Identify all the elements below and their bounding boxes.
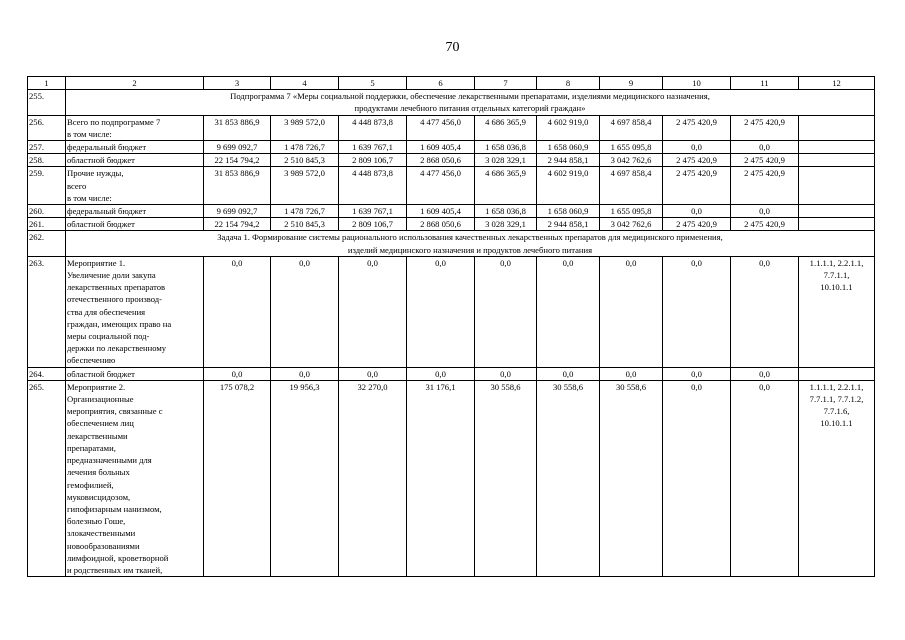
row-label-line: препаратами, <box>67 442 116 453</box>
section-title <box>66 90 875 115</box>
indicator-code-line: 7.7.1.6, <box>823 406 850 417</box>
row-label-line: меры социальной под- <box>67 331 150 342</box>
row-number: 265. <box>28 380 66 576</box>
row-label-line: Прочие нужды, <box>67 168 124 179</box>
value-cell: 9 699 092,7 <box>204 141 271 154</box>
row-label <box>66 380 204 576</box>
value-cell: 2 944 858,1 <box>537 154 600 167</box>
value-cell: 2 809 106,7 <box>339 154 407 167</box>
value-cell: 22 154 794,2 <box>204 154 271 167</box>
row-label-line: Увеличение доли закупа <box>67 270 156 281</box>
value-cell: 4 602 919,0 <box>537 115 600 140</box>
indicator-codes <box>799 167 875 205</box>
value-cell: 1 609 405,4 <box>407 141 475 154</box>
row-label <box>66 205 204 218</box>
table-row <box>28 205 875 218</box>
value-cell: 0,0 <box>731 367 799 380</box>
table-row <box>28 141 875 154</box>
row-label-line: федеральный бюджет <box>67 206 147 217</box>
value-cell: 0,0 <box>339 256 407 367</box>
column-header: 7 <box>475 77 537 90</box>
value-cell: 1 609 405,4 <box>407 205 475 218</box>
table-row <box>28 256 875 367</box>
value-cell: 31 853 886,9 <box>204 167 271 205</box>
row-number: 263. <box>28 256 66 367</box>
indicator-codes <box>799 256 875 367</box>
table-row <box>28 115 875 140</box>
value-cell: 0,0 <box>600 256 663 367</box>
row-label <box>66 367 204 380</box>
section-title <box>66 231 875 256</box>
value-cell: 30 558,6 <box>537 380 600 576</box>
value-cell: 175 078,2 <box>204 380 271 576</box>
value-cell: 1 478 726,7 <box>271 141 339 154</box>
indicator-code-line: 7.7.1.1, 7.7.1.2, <box>809 394 864 405</box>
row-label-line: граждан, имеющих право на <box>67 318 172 329</box>
section-title-line: Подпрограмма 7 «Меры социальной поддержки, обеспечение лекарственными препаратами, изделиями медицинского назначения, <box>230 91 710 102</box>
value-cell: 1 478 726,7 <box>271 205 339 218</box>
value-cell: 0,0 <box>663 141 731 154</box>
row-number: 258. <box>28 154 66 167</box>
page-number: 70 <box>445 40 460 55</box>
column-header: 4 <box>271 77 339 90</box>
row-label-line: злокачественными <box>67 528 136 539</box>
column-header: 1 <box>28 77 66 90</box>
row-label-line: и родственных им тканей, <box>67 564 163 575</box>
value-cell: 3 989 572,0 <box>271 167 339 205</box>
value-cell: 2 475 420,9 <box>663 218 731 231</box>
row-label-line: Организационные <box>67 394 134 405</box>
column-header: 11 <box>731 77 799 90</box>
row-label-line: всего <box>67 180 87 191</box>
value-cell: 0,0 <box>663 380 731 576</box>
row-number: 259. <box>28 167 66 205</box>
value-cell: 0,0 <box>663 367 731 380</box>
row-label-line: в том числе: <box>67 192 112 203</box>
value-cell: 0,0 <box>663 205 731 218</box>
budget-table <box>27 76 875 577</box>
row-number: 260. <box>28 205 66 218</box>
value-cell: 0,0 <box>731 205 799 218</box>
value-cell: 4 697 858,4 <box>600 167 663 205</box>
value-cell: 2 510 845,3 <box>271 218 339 231</box>
row-label <box>66 115 204 140</box>
value-cell: 0,0 <box>271 367 339 380</box>
value-cell: 2 944 858,1 <box>537 218 600 231</box>
row-label-line: областной бюджет <box>67 155 135 166</box>
value-cell: 3 989 572,0 <box>271 115 339 140</box>
value-cell: 0,0 <box>600 367 663 380</box>
row-label <box>66 141 204 154</box>
value-cell: 0,0 <box>663 256 731 367</box>
column-header: 2 <box>66 77 204 90</box>
value-cell: 4 686 365,9 <box>475 115 537 140</box>
table-row <box>28 380 875 576</box>
indicator-code-line: 10.10.1.1 <box>820 418 853 429</box>
value-cell: 3 028 329,1 <box>475 154 537 167</box>
value-cell: 19 956,3 <box>271 380 339 576</box>
indicator-codes <box>799 380 875 576</box>
indicator-codes <box>799 218 875 231</box>
value-cell: 0,0 <box>731 256 799 367</box>
value-cell: 3 042 762,6 <box>600 218 663 231</box>
value-cell: 1 658 036,8 <box>475 205 537 218</box>
value-cell: 22 154 794,2 <box>204 218 271 231</box>
value-cell: 0,0 <box>407 367 475 380</box>
value-cell: 31 853 886,9 <box>204 115 271 140</box>
row-label-line: новообразованиями <box>67 540 140 551</box>
row-number: 255. <box>28 90 66 115</box>
value-cell: 2 475 420,9 <box>731 154 799 167</box>
row-label-line: гипофизарным нанизмом, <box>67 503 162 514</box>
row-label-line: держки по лекарственному <box>67 343 167 354</box>
row-number: 264. <box>28 367 66 380</box>
value-cell: 4 697 858,4 <box>600 115 663 140</box>
indicator-codes <box>799 141 875 154</box>
section-title-line: Задача 1. Формирование системы рационального использования качественных лекарственных препаратов для медицинского применения, <box>217 232 723 243</box>
row-label-line: лекарственными <box>67 430 128 441</box>
column-header: 3 <box>204 77 271 90</box>
value-cell: 0,0 <box>537 256 600 367</box>
section-title-line: продуктами лечебного питания отдельных категорий граждан» <box>354 103 586 114</box>
section-row <box>28 90 875 115</box>
row-label-line: областной бюджет <box>67 368 135 379</box>
value-cell: 1 658 060,9 <box>537 205 600 218</box>
value-cell: 4 602 919,0 <box>537 167 600 205</box>
value-cell: 4 448 873,8 <box>339 167 407 205</box>
row-label-line: гемофилией, <box>67 479 114 490</box>
value-cell: 0,0 <box>204 256 271 367</box>
value-cell: 4 686 365,9 <box>475 167 537 205</box>
row-label-line: лекарственных препаратов <box>67 282 166 293</box>
row-label-line: отечественного производ- <box>67 294 163 305</box>
indicator-code-line: 10.10.1.1 <box>820 282 853 293</box>
value-cell: 30 558,6 <box>600 380 663 576</box>
indicator-code-line: 7.7.1.1, <box>823 270 850 281</box>
row-number: 256. <box>28 115 66 140</box>
table-body <box>28 77 875 577</box>
row-label-line: ства для обеспечения <box>67 306 146 317</box>
row-label-line: Всего по подпрограмме 7 <box>67 116 161 127</box>
value-cell: 0,0 <box>537 367 600 380</box>
value-cell: 0,0 <box>339 367 407 380</box>
value-cell: 1 655 095,8 <box>600 141 663 154</box>
indicator-codes <box>799 367 875 380</box>
value-cell: 1 639 767,1 <box>339 141 407 154</box>
value-cell: 0,0 <box>204 367 271 380</box>
indicator-codes <box>799 154 875 167</box>
row-number: 262. <box>28 231 66 256</box>
value-cell: 2 510 845,3 <box>271 154 339 167</box>
row-label <box>66 167 204 205</box>
column-header: 8 <box>537 77 600 90</box>
value-cell: 1 639 767,1 <box>339 205 407 218</box>
column-header: 12 <box>799 77 875 90</box>
value-cell: 3 042 762,6 <box>600 154 663 167</box>
value-cell: 0,0 <box>475 367 537 380</box>
row-label-line: в том числе: <box>67 128 112 139</box>
value-cell: 1 658 060,9 <box>537 141 600 154</box>
row-label-line: Мероприятие 2. <box>67 381 126 392</box>
value-cell: 2 475 420,9 <box>731 218 799 231</box>
value-cell: 0,0 <box>475 256 537 367</box>
table-row <box>28 367 875 380</box>
column-header: 5 <box>339 77 407 90</box>
row-label-line: обеспечением лиц <box>67 418 134 429</box>
column-header: 9 <box>600 77 663 90</box>
row-label <box>66 218 204 231</box>
value-cell: 0,0 <box>731 380 799 576</box>
row-label-line: Мероприятие 1. <box>67 257 126 268</box>
value-cell: 31 176,1 <box>407 380 475 576</box>
section-title-line: изделий медицинского назначения и продуктов лечебного питания <box>347 244 593 255</box>
row-number: 257. <box>28 141 66 154</box>
column-header: 10 <box>663 77 731 90</box>
value-cell: 1 655 095,8 <box>600 205 663 218</box>
table-row <box>28 154 875 167</box>
table-row <box>28 218 875 231</box>
value-cell: 4 477 456,0 <box>407 167 475 205</box>
value-cell: 2 475 420,9 <box>731 167 799 205</box>
value-cell: 4 448 873,8 <box>339 115 407 140</box>
row-label-line: областной бюджет <box>67 219 135 230</box>
value-cell: 0,0 <box>271 256 339 367</box>
value-cell: 30 558,6 <box>475 380 537 576</box>
row-label-line: болезнью Гоше, <box>67 516 126 527</box>
value-cell: 2 868 050,6 <box>407 218 475 231</box>
column-header: 6 <box>407 77 475 90</box>
value-cell: 1 658 036,8 <box>475 141 537 154</box>
row-label-line: предназначенными для <box>67 455 152 466</box>
row-label-line: муковисцидозом, <box>67 491 131 502</box>
indicator-code-line: 1.1.1.1, 2.2.1.1, <box>809 381 864 392</box>
value-cell: 2 475 420,9 <box>663 115 731 140</box>
indicator-codes <box>799 205 875 218</box>
value-cell: 32 270,0 <box>339 380 407 576</box>
row-number: 261. <box>28 218 66 231</box>
value-cell: 0,0 <box>731 141 799 154</box>
section-row <box>28 231 875 256</box>
value-cell: 2 475 420,9 <box>731 115 799 140</box>
row-label <box>66 256 204 367</box>
row-label-line: федеральный бюджет <box>67 142 147 153</box>
value-cell: 0,0 <box>407 256 475 367</box>
value-cell: 2 809 106,7 <box>339 218 407 231</box>
table-row <box>28 167 875 205</box>
value-cell: 2 475 420,9 <box>663 154 731 167</box>
value-cell: 4 477 456,0 <box>407 115 475 140</box>
row-label-line: мероприятия, связанные с <box>67 406 163 417</box>
row-label <box>66 154 204 167</box>
row-label-line: лечения больных <box>67 467 130 478</box>
row-label-line: лимфоидной, кроветворной <box>67 552 169 563</box>
column-header-row <box>28 77 875 90</box>
row-label-line: обеспечению <box>67 355 116 366</box>
indicator-code-line: 1.1.1.1, 2.2.1.1, <box>809 257 864 268</box>
value-cell: 2 475 420,9 <box>663 167 731 205</box>
value-cell: 2 868 050,6 <box>407 154 475 167</box>
value-cell: 3 028 329,1 <box>475 218 537 231</box>
indicator-codes <box>799 115 875 140</box>
value-cell: 9 699 092,7 <box>204 205 271 218</box>
